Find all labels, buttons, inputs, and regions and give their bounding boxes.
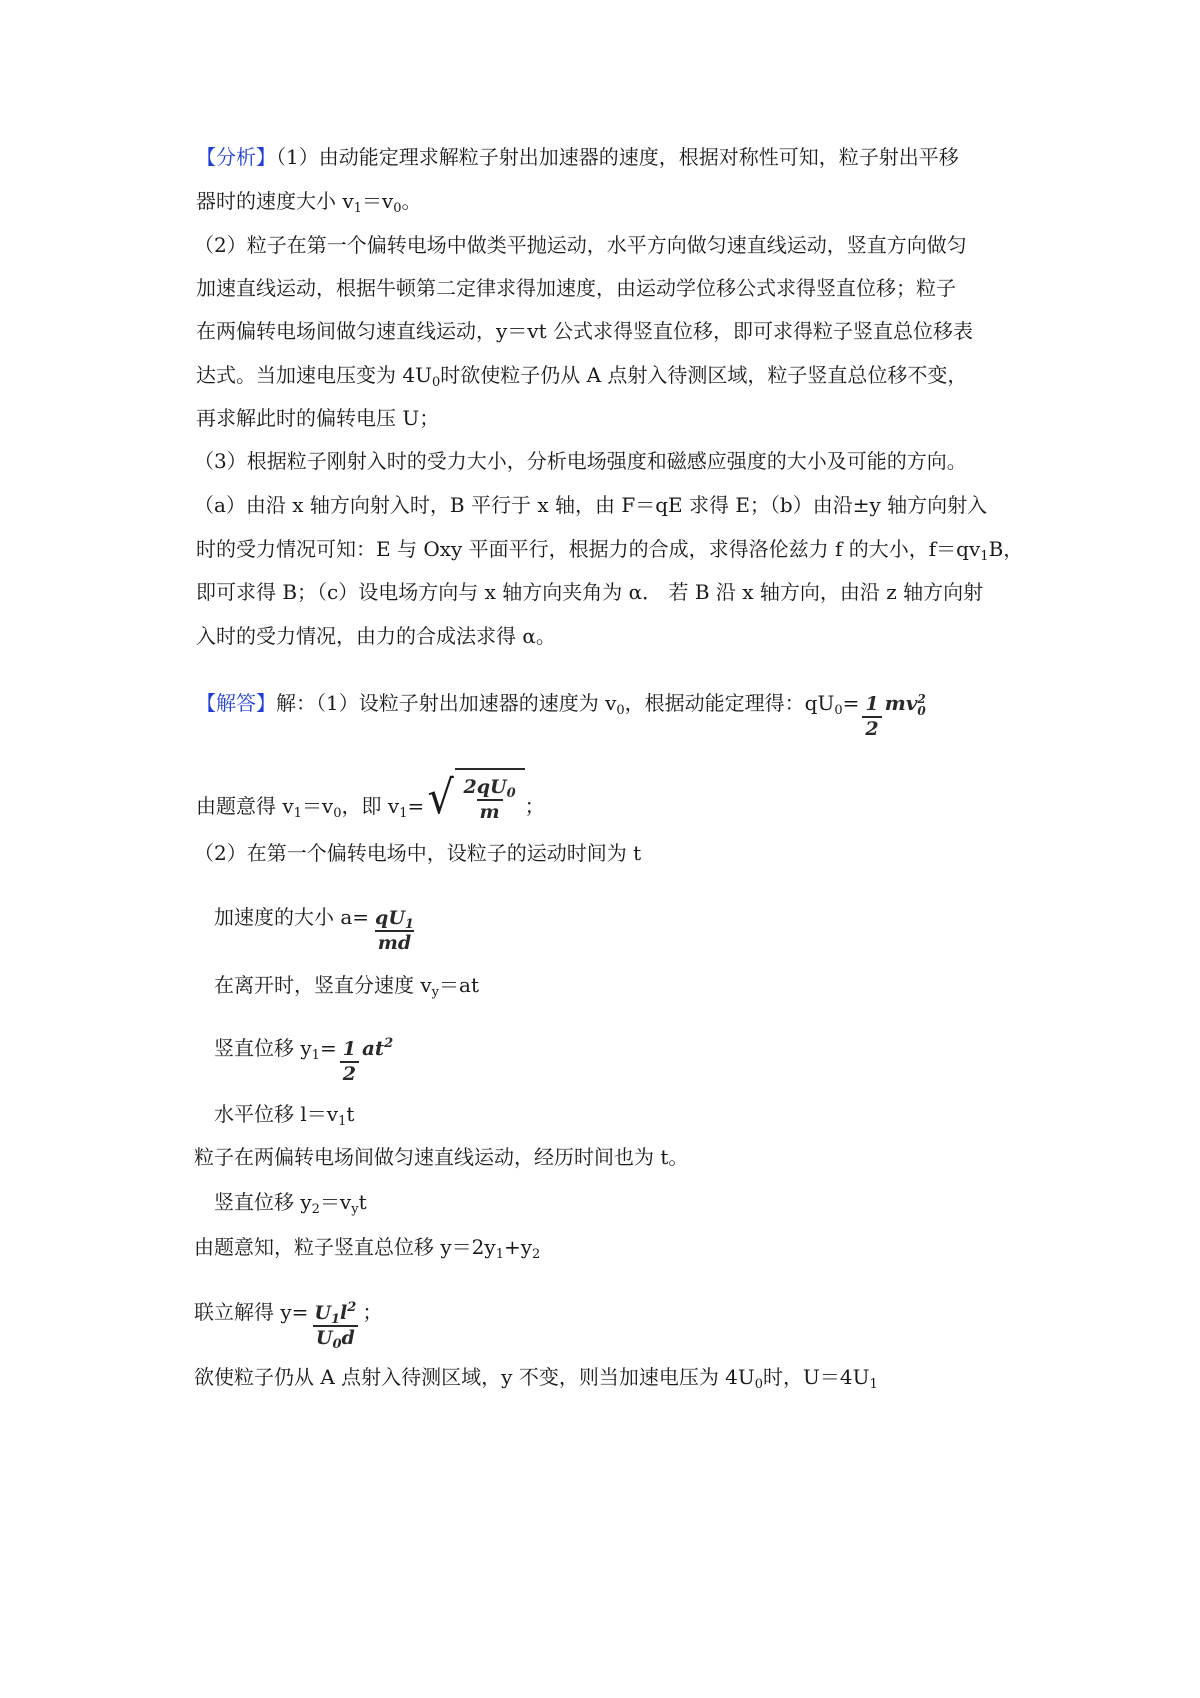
solution-line-4 [214,902,420,953]
text: 联立解得 y= [194,1300,309,1324]
solution-line-5 [214,970,479,1000]
subscript: 0 [917,703,926,718]
fraction [340,1040,359,1084]
solution-line-11 [194,1297,383,1352]
denominator [313,1325,358,1352]
solution-line-6 [214,1033,393,1084]
numerator: 1 [342,1038,356,1060]
subscript: 0 [834,703,843,718]
analysis-line-12 [196,621,556,651]
text: ； [362,1300,383,1324]
subscript: 1 [311,1048,320,1063]
text: 入时的受力情况，由力的合成法求得 α。 [196,624,556,648]
text: 粒子在两偏转电场间做匀速直线运动，经历时间也为 t。 [194,1145,689,1169]
sup-sub-stack [917,693,925,717]
subscript: 0 [431,375,441,390]
numerator [372,909,417,930]
subscript: 1 [980,549,989,564]
subscript: 1 [353,201,362,216]
analysis-line-7 [196,403,439,433]
solution-line-10 [194,1232,540,1262]
superscript: 2 [384,1036,394,1051]
analysis-line-9 [194,490,987,520]
text: t [346,1102,355,1126]
math-text: mv [884,691,918,715]
analysis-line-11 [196,577,983,607]
math-text: d [341,1327,355,1349]
fraction [311,1300,359,1352]
subscript: y [351,1202,359,1217]
analysis-line-5 [196,316,973,346]
analysis-tag: 【分析】 [196,145,276,169]
square-root [426,768,524,826]
subscript: 0 [393,201,402,216]
fraction [372,909,417,953]
text: 竖直位移 y [214,1036,312,1060]
subscript: 1 [399,806,408,821]
text: （a）由沿 x 轴方向射入时，B 平行于 x 轴，由 F＝qE 求得 E；（b）由沿±y 轴方向射入 [194,493,988,517]
sqrt-body [455,768,525,826]
subscript: 1 [293,806,302,821]
math-text: 2qU [463,775,507,798]
analysis-line-4 [196,273,956,303]
denominator: 2 [340,1061,359,1084]
solution-line-7 [214,1099,354,1129]
text: 在两偏转电场间做匀速直线运动，y＝vt 公式求得竖直位移，即可求得粒子竖直总位移表 [196,319,973,343]
text: 加速直线运动，根据牛顿第二定律求得加速度，由运动学位移公式求得竖直位移；粒子 [196,276,956,300]
subscript: 0 [332,1337,342,1352]
text: 即可求得 B；（c）设电场方向与 x 轴方向夹角为 α． 若 B 沿 x 轴方向，由沿 z 轴方向射 [196,580,984,604]
fraction [862,695,881,739]
text: 由题意知，粒子竖直总位移 y＝2y [194,1235,496,1259]
analysis-line-10 [196,534,1023,564]
subscript: 0 [333,806,342,821]
subscript: 2 [311,1202,320,1217]
numerator [461,775,519,801]
math-text: qU [375,907,405,929]
text: 在离开时，竖直分速度 v [214,973,432,997]
solution-line-9 [214,1187,367,1217]
solution-line-3 [194,838,641,868]
text: ＝v [301,794,334,818]
text: （3）根据粒子刚射入时的受力大小，分析电场强度和磁感应强度的大小及可能的方向。 [194,449,967,473]
text: （2）粒子在第一个偏转电场中做类平抛运动，水平方向做匀速直线运动，竖直方向做匀 [194,233,967,257]
math-text: U [314,1302,331,1324]
analysis-line-6 [196,360,967,390]
numerator: 1 [865,693,879,715]
subscript: y [431,985,440,1000]
text: t [358,1190,367,1214]
text: 水平位移 l＝v [214,1102,339,1126]
subscript: 2 [532,1247,541,1262]
text: 时的受力情况可知：E 与 Oxy 平面平行，根据力的合成，求得洛伦兹力 f 的大小，f＝qv [196,537,981,561]
subscript: 1 [338,1114,347,1129]
solution-line-12 [194,1362,878,1392]
math-text: at [361,1036,385,1060]
denominator: md [375,930,414,953]
solution-line-1 [196,688,926,739]
superscript: 2 [347,1300,357,1315]
text: 达式。当加速电压变为 4U [196,363,432,387]
subscript: 0 [616,703,625,718]
subscript: 1 [404,917,414,932]
numerator [311,1300,359,1327]
analysis-line-3 [194,230,967,260]
text: 加速度的大小 a= [214,905,370,929]
subscript: 1 [495,1247,504,1262]
text: ，即 v [341,794,400,818]
text: 时，U＝4U [763,1365,870,1389]
radical-sign: √ [427,770,455,824]
fraction [461,775,519,823]
text: 器时的速度大小 v [196,189,354,213]
denominator: m [477,799,503,822]
text: ； [524,794,545,818]
superscript: 2 [917,691,926,706]
text: ＝v [319,1190,352,1214]
analysis-line-2 [196,186,422,216]
analysis-line-1 [196,142,959,172]
text: （2）在第一个偏转电场中，设粒子的运动时间为 t [194,841,642,865]
math-text: U [315,1327,333,1349]
text: 由题意得 v [196,794,294,818]
solution-line-8 [194,1142,688,1172]
text: B， [988,537,1024,561]
text: ，根据动能定理得：qU [624,691,835,715]
text: 竖直位移 y [214,1190,312,1214]
text: 。 [401,189,422,213]
analysis-line-8 [194,446,967,476]
subscript: 0 [506,785,516,801]
subscript: 1 [869,1377,878,1392]
text: +y [503,1235,533,1259]
subscript: 0 [754,1377,764,1392]
text: 解：（1）设粒子射出加速器的速度为 v [276,691,617,715]
text: ＝at [439,973,479,997]
math-text: l [340,1302,348,1324]
text: = [319,1036,337,1060]
text: 欲使粒子仍从 A 点射入待测区域，y 不变，则当加速电压为 4U [194,1365,755,1389]
denominator: 2 [862,716,881,739]
solution-line-2 [196,768,545,835]
text: = [407,794,425,818]
text: （1）由动能定理求解粒子射出加速器的速度，根据对称性可知，粒子射出平移 [276,145,959,169]
text: 再求解此时的偏转电压 U； [196,406,440,430]
text: ＝v [361,189,394,213]
text: = [842,691,860,715]
subscript: 1 [331,1312,341,1327]
solution-tag: 【解答】 [196,691,276,715]
text: 时欲使粒子仍从 A 点射入待测区域，粒子竖直总位移不变， [440,363,968,387]
